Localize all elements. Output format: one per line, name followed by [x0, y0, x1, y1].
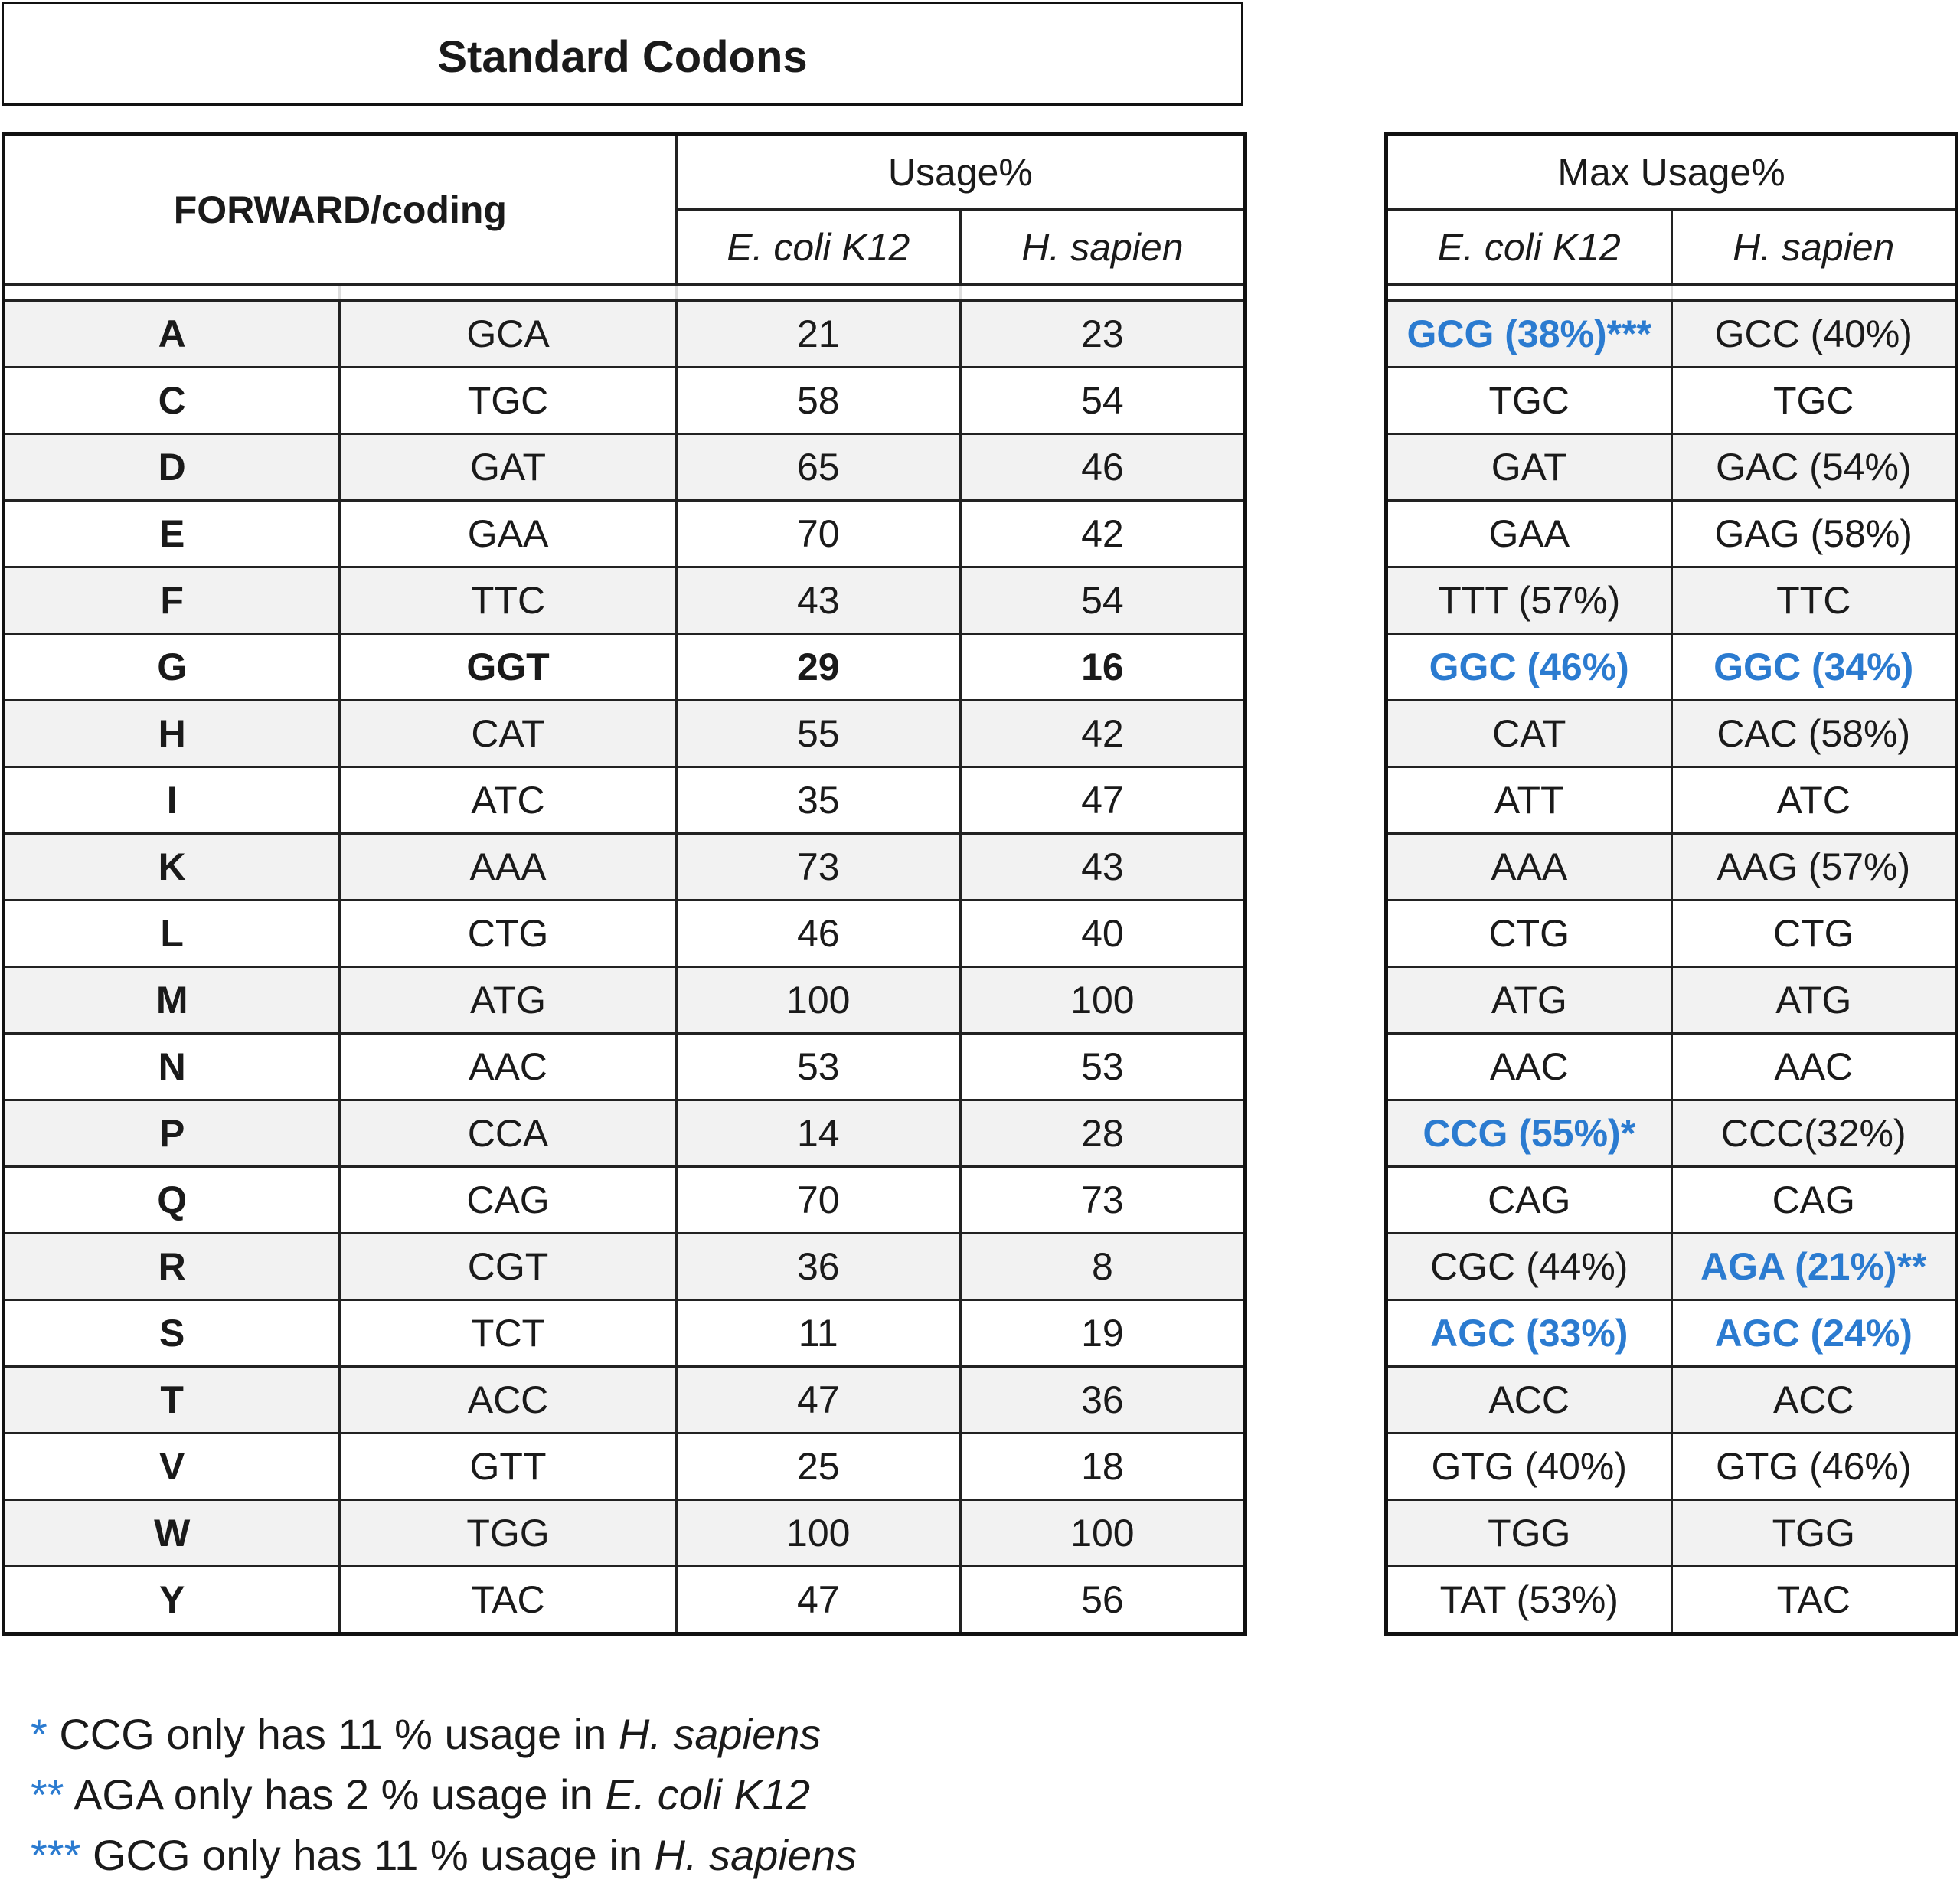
- table-row: [4, 1567, 1246, 1634]
- human-usage-cell: 56: [960, 1567, 1245, 1634]
- human-usage-cell: 54: [960, 368, 1245, 434]
- amino-acid-cell: M: [4, 967, 340, 1034]
- table-row: [4, 634, 1246, 701]
- footnote-3: *** GCG only has 11 % usage in H. sapiens: [31, 1831, 858, 1879]
- table-row: [4, 301, 1246, 368]
- human-max-usage-cell: GAG (58%): [1671, 501, 1957, 567]
- human-max-usage-cell: CAC (58%): [1671, 701, 1957, 767]
- table-row: [4, 434, 1246, 501]
- ecoli-usage-cell: 58: [676, 368, 960, 434]
- amino-acid-cell: S: [4, 1300, 340, 1367]
- human-max-usage-cell: GTG (46%): [1671, 1433, 1957, 1500]
- max-species-header-ecoli: E. coli K12: [1387, 210, 1672, 285]
- codon-cell: ATC: [340, 767, 676, 834]
- ecoli-max-usage-cell: ATT: [1387, 767, 1672, 834]
- usage-table: [2, 132, 1247, 1636]
- codon-cell: AAA: [340, 834, 676, 901]
- human-max-usage-cell: ACC: [1671, 1367, 1957, 1433]
- human-max-usage-cell: CAG: [1671, 1167, 1957, 1234]
- amino-acid-cell: F: [4, 567, 340, 634]
- table-row: [1387, 1167, 1957, 1234]
- ecoli-max-usage-cell: CAG: [1387, 1167, 1672, 1234]
- ecoli-usage-cell: 73: [676, 834, 960, 901]
- ecoli-max-usage-cell: ATG: [1387, 967, 1672, 1034]
- amino-acid-cell: C: [4, 368, 340, 434]
- ecoli-usage-cell: 53: [676, 1034, 960, 1100]
- species-header-ecoli: E. coli K12: [676, 210, 960, 285]
- human-usage-cell: 46: [960, 434, 1245, 501]
- codon-cell: GAA: [340, 501, 676, 567]
- ecoli-max-usage-cell: GAA: [1387, 501, 1672, 567]
- table-row: [1387, 567, 1957, 634]
- table-row: [1387, 1300, 1957, 1367]
- table-row: [1387, 368, 1957, 434]
- human-usage-cell: 100: [960, 1500, 1245, 1567]
- human-usage-cell: 28: [960, 1100, 1245, 1167]
- ecoli-max-usage-cell: AAC: [1387, 1034, 1672, 1100]
- codon-cell: CGT: [340, 1234, 676, 1300]
- human-max-usage-cell: TAC: [1671, 1567, 1957, 1634]
- ecoli-usage-cell: 70: [676, 501, 960, 567]
- human-max-usage-cell: CTG: [1671, 901, 1957, 967]
- footnotes: [31, 1704, 857, 1885]
- table-row: [1387, 1567, 1957, 1634]
- ecoli-max-usage-cell: TAT (53%): [1387, 1567, 1672, 1634]
- page-title: Standard Codons: [2, 2, 1243, 106]
- human-max-usage-cell: CCC(32%): [1671, 1100, 1957, 1167]
- codon-cell: TCT: [340, 1300, 676, 1367]
- codon-cell: ATG: [340, 967, 676, 1034]
- human-max-usage-cell: AAG (57%): [1671, 834, 1957, 901]
- ecoli-max-usage-cell: TGC: [1387, 368, 1672, 434]
- amino-acid-cell: L: [4, 901, 340, 967]
- footnote-1: * CCG only has 11 % usage in H. sapiens: [31, 1710, 822, 1758]
- codon-cell: AAC: [340, 1034, 676, 1100]
- human-usage-cell: 100: [960, 967, 1245, 1034]
- codon-cell: CAT: [340, 701, 676, 767]
- ecoli-max-usage-cell: GCG (38%)***: [1387, 301, 1672, 368]
- ecoli-max-usage-cell: AAA: [1387, 834, 1672, 901]
- table-row: [4, 834, 1246, 901]
- ecoli-usage-cell: 55: [676, 701, 960, 767]
- table-row: [1387, 1100, 1957, 1167]
- table-row: [4, 1500, 1246, 1567]
- human-max-usage-cell: ATC: [1671, 767, 1957, 834]
- table-row: [1387, 1500, 1957, 1567]
- human-max-usage-cell: AAC: [1671, 1034, 1957, 1100]
- codon-cell: GGT: [340, 634, 676, 701]
- human-usage-cell: 40: [960, 901, 1245, 967]
- table-row: [1387, 301, 1957, 368]
- amino-acid-cell: T: [4, 1367, 340, 1433]
- amino-acid-cell: V: [4, 1433, 340, 1500]
- ecoli-usage-cell: 100: [676, 1500, 960, 1567]
- human-max-usage-cell: TGC: [1671, 368, 1957, 434]
- codon-cell: GTT: [340, 1433, 676, 1500]
- table-row: [1387, 901, 1957, 967]
- ecoli-max-usage-cell: CCG (55%)*: [1387, 1100, 1672, 1167]
- human-usage-cell: 23: [960, 301, 1245, 368]
- codon-cell: GCA: [340, 301, 676, 368]
- table-row: [4, 567, 1246, 634]
- amino-acid-cell: N: [4, 1034, 340, 1100]
- table-row: [1387, 967, 1957, 1034]
- ecoli-max-usage-cell: TGG: [1387, 1500, 1672, 1567]
- codon-cell: ACC: [340, 1367, 676, 1433]
- ecoli-usage-cell: 11: [676, 1300, 960, 1367]
- human-max-usage-cell: AGC (24%): [1671, 1300, 1957, 1367]
- table-row: [4, 1367, 1246, 1433]
- codon-cell: TAC: [340, 1567, 676, 1634]
- table-row: [1387, 434, 1957, 501]
- human-usage-cell: 16: [960, 634, 1245, 701]
- max-species-header-human: H. sapien: [1671, 210, 1957, 285]
- species-header-human: H. sapien: [960, 210, 1245, 285]
- ecoli-max-usage-cell: CTG: [1387, 901, 1672, 967]
- amino-acid-cell: H: [4, 701, 340, 767]
- human-max-usage-cell: AGA (21%)**: [1671, 1234, 1957, 1300]
- table-row: [4, 1300, 1246, 1367]
- ecoli-usage-cell: 21: [676, 301, 960, 368]
- ecoli-max-usage-cell: ACC: [1387, 1367, 1672, 1433]
- usage-table-body: [4, 301, 1246, 1634]
- amino-acid-cell: A: [4, 301, 340, 368]
- ecoli-usage-cell: 43: [676, 567, 960, 634]
- table-row: [1387, 834, 1957, 901]
- amino-acid-cell: Q: [4, 1167, 340, 1234]
- table-row: [1387, 1034, 1957, 1100]
- codon-cell: CAG: [340, 1167, 676, 1234]
- human-usage-cell: 43: [960, 834, 1245, 901]
- amino-acid-cell: D: [4, 434, 340, 501]
- codon-cell: CTG: [340, 901, 676, 967]
- table-row: [4, 901, 1246, 967]
- human-usage-cell: 42: [960, 701, 1245, 767]
- codon-cell: CCA: [340, 1100, 676, 1167]
- human-max-usage-cell: GAC (54%): [1671, 434, 1957, 501]
- table-row: [4, 967, 1246, 1034]
- ecoli-max-usage-cell: GTG (40%): [1387, 1433, 1672, 1500]
- human-usage-cell: 53: [960, 1034, 1245, 1100]
- table-row: [4, 1034, 1246, 1100]
- human-usage-cell: 73: [960, 1167, 1245, 1234]
- ecoli-usage-cell: 47: [676, 1567, 960, 1634]
- amino-acid-cell: K: [4, 834, 340, 901]
- amino-acid-cell: I: [4, 767, 340, 834]
- table-row: [4, 1433, 1246, 1500]
- ecoli-usage-cell: 47: [676, 1367, 960, 1433]
- ecoli-max-usage-cell: AGC (33%): [1387, 1300, 1672, 1367]
- amino-acid-cell: G: [4, 634, 340, 701]
- amino-acid-cell: W: [4, 1500, 340, 1567]
- ecoli-max-usage-cell: CGC (44%): [1387, 1234, 1672, 1300]
- forward-coding-header: FORWARD/coding: [4, 134, 677, 285]
- codon-cell: TGC: [340, 368, 676, 434]
- max-usage-table: [1384, 132, 1958, 1636]
- ecoli-usage-cell: 35: [676, 767, 960, 834]
- human-max-usage-cell: TTC: [1671, 567, 1957, 634]
- ecoli-usage-cell: 100: [676, 967, 960, 1034]
- codon-cell: GAT: [340, 434, 676, 501]
- ecoli-usage-cell: 29: [676, 634, 960, 701]
- max-usage-header: Max Usage%: [1387, 134, 1957, 210]
- table-row: [4, 501, 1246, 567]
- human-max-usage-cell: TGG: [1671, 1500, 1957, 1567]
- table-row: [4, 701, 1246, 767]
- max-usage-table-body: [1387, 301, 1957, 1634]
- human-usage-cell: 54: [960, 567, 1245, 634]
- usage-percent-header: Usage%: [676, 134, 1245, 210]
- human-usage-cell: 36: [960, 1367, 1245, 1433]
- table-row: [4, 767, 1246, 834]
- ecoli-usage-cell: 46: [676, 901, 960, 967]
- table-row: [1387, 1433, 1957, 1500]
- table-row: [1387, 634, 1957, 701]
- human-usage-cell: 18: [960, 1433, 1245, 1500]
- amino-acid-cell: E: [4, 501, 340, 567]
- table-row: [4, 1167, 1246, 1234]
- codon-cell: TTC: [340, 567, 676, 634]
- table-row: [4, 368, 1246, 434]
- ecoli-usage-cell: 70: [676, 1167, 960, 1234]
- ecoli-max-usage-cell: GGC (46%): [1387, 634, 1672, 701]
- amino-acid-cell: Y: [4, 1567, 340, 1634]
- table-row: [1387, 701, 1957, 767]
- codon-cell: TGG: [340, 1500, 676, 1567]
- ecoli-max-usage-cell: CAT: [1387, 701, 1672, 767]
- ecoli-usage-cell: 25: [676, 1433, 960, 1500]
- ecoli-usage-cell: 14: [676, 1100, 960, 1167]
- human-usage-cell: 19: [960, 1300, 1245, 1367]
- human-usage-cell: 42: [960, 501, 1245, 567]
- amino-acid-cell: R: [4, 1234, 340, 1300]
- amino-acid-cell: P: [4, 1100, 340, 1167]
- human-max-usage-cell: GGC (34%): [1671, 634, 1957, 701]
- table-row: [4, 1234, 1246, 1300]
- table-row: [1387, 1234, 1957, 1300]
- table-row: [1387, 1367, 1957, 1433]
- ecoli-usage-cell: 36: [676, 1234, 960, 1300]
- table-row: [1387, 767, 1957, 834]
- table-row: [4, 1100, 1246, 1167]
- table-row: [1387, 501, 1957, 567]
- human-usage-cell: 8: [960, 1234, 1245, 1300]
- human-max-usage-cell: GCC (40%): [1671, 301, 1957, 368]
- ecoli-max-usage-cell: TTT (57%): [1387, 567, 1672, 634]
- human-usage-cell: 47: [960, 767, 1245, 834]
- ecoli-usage-cell: 65: [676, 434, 960, 501]
- human-max-usage-cell: ATG: [1671, 967, 1957, 1034]
- footnote-2: ** AGA only has 2 % usage in E. coli K12: [31, 1770, 810, 1819]
- ecoli-max-usage-cell: GAT: [1387, 434, 1672, 501]
